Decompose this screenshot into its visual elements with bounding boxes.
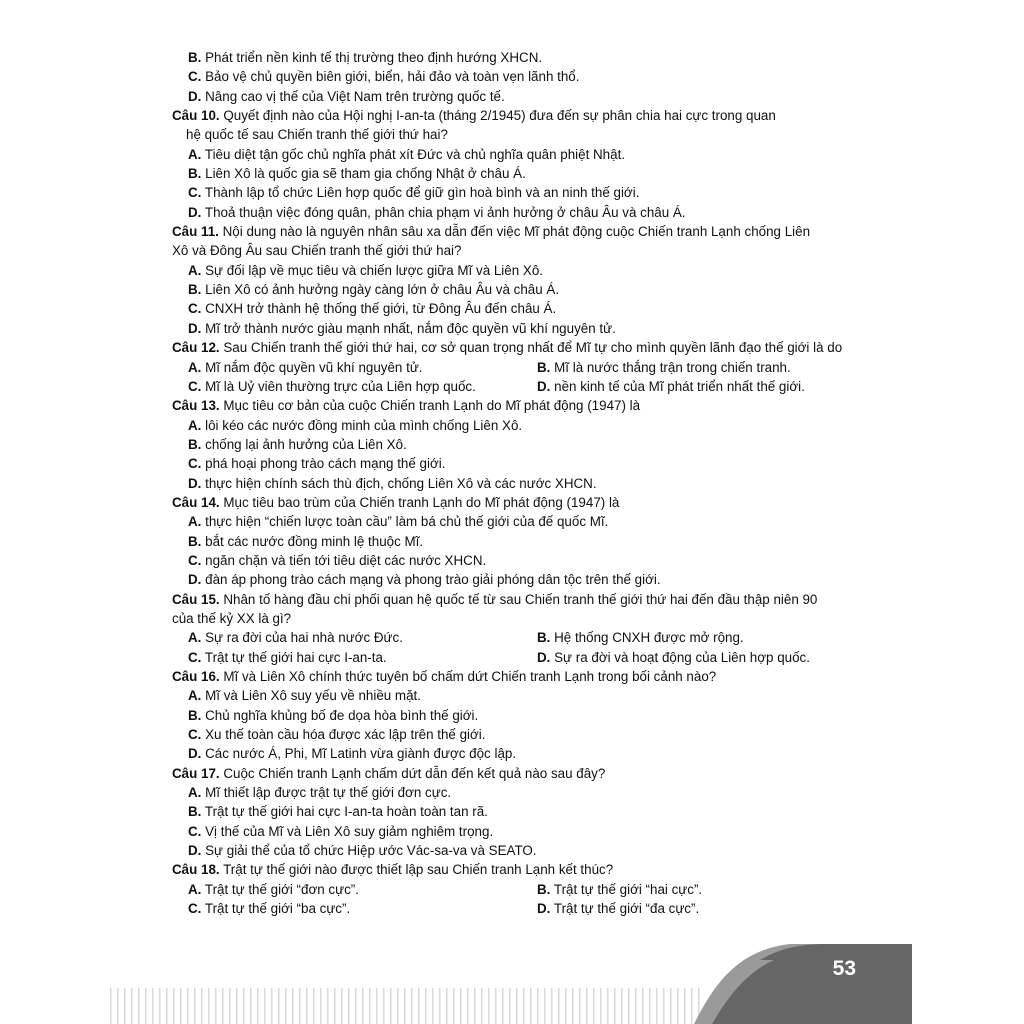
footer-stripe: [404, 988, 406, 1024]
option-text: Mĩ trở thành nước giàu mạnh nhất, nắm độc quyền vũ khí nguyên tử.: [201, 320, 616, 336]
option-text: Hệ thống CNXH được mở rộng.: [550, 630, 744, 646]
option-text: Trật tự thế giới “đa cực”.: [550, 901, 700, 917]
question-text: Sau Chiến tranh thế giới thứ hai, cơ sở quan trọng nhất để Mĩ tự cho mình quyền lãnh đạo thế giới là do: [219, 340, 843, 356]
footer-stripe: [334, 988, 336, 1024]
footer-stripe: [166, 988, 168, 1024]
page-number: 53: [832, 957, 856, 980]
answer-option: [172, 319, 862, 338]
footer-stripe: [439, 988, 441, 1024]
answer-option: [172, 203, 862, 222]
answer-option-row: [172, 880, 862, 899]
option-label: D.: [537, 649, 551, 665]
option-label: A.: [188, 785, 202, 801]
footer-stripe: [397, 988, 399, 1024]
question-continuation: [172, 241, 862, 260]
option-label: D.: [188, 843, 202, 859]
option-label: D.: [188, 475, 202, 491]
answer-option: [537, 880, 702, 899]
question-text: Mục tiêu cơ bản của cuộc Chiến tranh Lạnh do Mĩ phát động (1947) là: [219, 398, 641, 414]
option-text: Thoả thuận việc đóng quân, phân chia phạm vi ảnh hưởng ở châu Âu và châu Á.: [201, 204, 686, 220]
answer-option: [172, 261, 862, 280]
footer-stripe: [215, 988, 217, 1024]
option-label: A.: [188, 417, 202, 433]
answer-option: [172, 299, 862, 318]
answer-option: [172, 783, 862, 802]
option-text: CNXH trở thành hệ thống thế giới, từ Đông Âu đến châu Á.: [201, 301, 557, 317]
option-text: Các nước Á, Phi, Mĩ Latinh vừa giành được độc lập.: [201, 746, 517, 762]
answer-option: [172, 551, 862, 570]
question-line: [172, 396, 862, 415]
question-text: Nhân tố hàng đầu chi phối quan hệ quốc tế từ sau Chiến tranh thế giới thứ hai đến đầu thập niên 90: [219, 591, 818, 607]
footer-stripe: [152, 988, 154, 1024]
question-number: Câu 13.: [172, 398, 220, 414]
answer-option: [537, 899, 699, 918]
footer-stripe: [523, 988, 525, 1024]
footer-stripe: [348, 988, 350, 1024]
question-continuation: [172, 125, 862, 144]
question-number: Câu 11.: [172, 224, 219, 240]
option-label: B.: [537, 881, 551, 897]
footer-stripe: [411, 988, 413, 1024]
option-text: Trật tự thế giới “hai cực”.: [550, 881, 703, 897]
option-label: B.: [188, 166, 202, 182]
footer-stripe: [684, 988, 686, 1024]
question-line: [172, 590, 862, 609]
question-continuation: [172, 609, 862, 628]
footer-stripe: [502, 988, 504, 1024]
footer-stripe: [586, 988, 588, 1024]
question-line: [172, 860, 862, 879]
option-label: C.: [188, 649, 202, 665]
footer-stripe: [481, 988, 483, 1024]
option-text: Sự giải thể của tổ chức Hiệp ước Vác-sa-va và SEATO.: [201, 843, 537, 859]
answer-option: [172, 416, 862, 435]
footer-stripe: [446, 988, 448, 1024]
footer-stripe: [341, 988, 343, 1024]
question-number: Câu 12.: [172, 340, 220, 356]
answer-option: [172, 67, 862, 86]
question-line: [172, 667, 862, 686]
option-text: Mĩ và Liên Xô suy yếu về nhiều mặt.: [201, 688, 421, 704]
footer-stripe: [474, 988, 476, 1024]
footer-stripe: [376, 988, 378, 1024]
answer-option: [172, 145, 862, 164]
option-text: Mĩ là nước thắng trận trong chiến tranh.: [550, 359, 791, 375]
footer-stripe: [558, 988, 560, 1024]
footer-stripe: [131, 988, 133, 1024]
footer-stripe: [180, 988, 182, 1024]
option-text: đàn áp phong trào cách mạng và phong trào giải phóng dân tộc trên thế giới.: [201, 572, 661, 588]
footer-stripe: [544, 988, 546, 1024]
answer-option: [188, 899, 537, 918]
footer-stripe: [355, 988, 357, 1024]
option-label: C.: [188, 727, 202, 743]
option-text: nền kinh tế của Mĩ phát triển nhất thế giới.: [550, 378, 805, 394]
option-text: thực hiện chính sách thù địch, chống Liên Xô và các nước XHCN.: [201, 475, 597, 491]
footer-stripe: [663, 988, 665, 1024]
option-label: D.: [188, 88, 202, 104]
footer-stripe: [271, 988, 273, 1024]
option-text: Sự ra đời của hai nhà nước Đức.: [201, 630, 403, 646]
footer-stripe: [425, 988, 427, 1024]
footer-stripe: [614, 988, 616, 1024]
footer-stripe: [124, 988, 126, 1024]
footer-stripe: [691, 988, 693, 1024]
answer-option: [172, 48, 862, 67]
option-label: D.: [188, 572, 202, 588]
option-label: B.: [188, 50, 202, 65]
footer-stripe: [257, 988, 259, 1024]
footer-stripe: [236, 988, 238, 1024]
footer-stripe: [327, 988, 329, 1024]
footer-stripe: [642, 988, 644, 1024]
option-text: Bảo vệ chủ quyền biên giới, biển, hải đảo và toàn vẹn lãnh thổ.: [201, 69, 580, 85]
answer-option: [172, 802, 862, 821]
answer-option: [188, 648, 537, 667]
answer-option: [188, 377, 537, 396]
option-text: Trật tự thế giới hai cực I-an-ta hoàn toàn tan rã.: [201, 804, 488, 820]
footer-stripe: [110, 988, 112, 1024]
footer-tab-dark: [712, 950, 912, 1024]
footer-stripe: [579, 988, 581, 1024]
footer-stripe: [572, 988, 574, 1024]
question-text: Nội dung nào là nguyên nhân sâu xa dẫn đến việc Mĩ phát động cuộc Chiến tranh Lạnh chống Liên: [218, 224, 811, 240]
option-label: A.: [188, 359, 202, 375]
footer-stripe: [201, 988, 203, 1024]
footer-stripes: [110, 988, 700, 1024]
footer-stripe: [600, 988, 602, 1024]
option-label: A.: [188, 688, 202, 704]
footer-stripe: [418, 988, 420, 1024]
option-label: A.: [188, 881, 202, 897]
option-label: C.: [188, 301, 202, 317]
question-text: Mục tiêu bao trùm của Chiến tranh Lạnh do Mĩ phát động (1947) là: [219, 494, 620, 510]
option-text: Liên Xô là quốc gia sẽ tham gia chống Nhật ở châu Á.: [201, 166, 526, 182]
option-text: Mĩ nắm độc quyền vũ khí nguyên tử.: [201, 359, 423, 375]
footer-stripe: [229, 988, 231, 1024]
footer-stripe: [299, 988, 301, 1024]
answer-option: [172, 532, 862, 551]
option-label: D.: [537, 901, 551, 917]
option-text: Chủ nghĩa khủng bố đe dọa hòa bình thế giới.: [201, 707, 479, 723]
answer-option: [188, 358, 537, 377]
option-label: B.: [188, 282, 202, 298]
answer-option-row: [172, 899, 862, 918]
option-label: A.: [188, 262, 202, 278]
answer-option: [537, 377, 805, 396]
question-text: Quyết định nào của Hội nghị I-an-ta (tháng 2/1945) đưa đến sự phân chia hai cực trong quan: [219, 108, 776, 124]
footer-stripe: [292, 988, 294, 1024]
question-text: hệ quốc tế sau Chiến tranh thế giới thứ hai?: [186, 127, 448, 143]
option-label: C.: [188, 823, 202, 839]
answer-option: [172, 87, 862, 106]
answer-option: [172, 454, 862, 473]
option-label: A.: [188, 630, 202, 646]
option-label: D.: [537, 378, 551, 394]
question-list: [172, 48, 862, 918]
option-text: phá hoại phong trào cách mạng thế giới.: [201, 456, 446, 472]
footer-stripe: [488, 988, 490, 1024]
answer-option-row: [172, 628, 862, 647]
question-text: Xô và Đông Âu sau Chiến tranh thế giới thứ hai?: [172, 243, 462, 259]
option-label: A.: [188, 146, 202, 162]
option-text: Liên Xô có ảnh hưởng ngày càng lớn ở châu Âu và châu Á.: [201, 282, 560, 298]
footer-stripe: [264, 988, 266, 1024]
option-text: Phát triển nền kinh tế thị trường theo định hướng XHCN.: [201, 50, 543, 65]
footer-stripe: [222, 988, 224, 1024]
footer-stripe: [453, 988, 455, 1024]
question-number: Câu 10.: [172, 108, 220, 124]
footer-stripe: [145, 988, 147, 1024]
footer-stripe: [159, 988, 161, 1024]
answer-option: [172, 744, 862, 763]
footer-stripe: [635, 988, 637, 1024]
question-line: [172, 493, 862, 512]
footer-stripe: [537, 988, 539, 1024]
question-text: của thế kỷ XX là gì?: [172, 610, 292, 626]
footer-stripe: [306, 988, 308, 1024]
footer-stripe: [369, 988, 371, 1024]
option-label: C.: [188, 901, 202, 917]
question-text: Cuộc Chiến tranh Lạnh chấm dứt dẫn đến kết quả nào sau đây?: [219, 765, 606, 781]
footer-stripe: [509, 988, 511, 1024]
footer-stripe: [187, 988, 189, 1024]
option-label: D.: [188, 204, 202, 220]
option-label: B.: [537, 359, 551, 375]
footer-stripe: [649, 988, 651, 1024]
option-text: Sự đối lập về mục tiêu và chiến lược giữa Mĩ và Liên Xô.: [201, 262, 543, 278]
question-number: Câu 17.: [172, 765, 220, 781]
footer-stripe: [243, 988, 245, 1024]
option-text: Nâng cao vị thế của Việt Nam trên trường quốc tế.: [201, 88, 505, 104]
option-label: A.: [188, 514, 202, 530]
question-text: Mĩ và Liên Xô chính thức tuyên bố chấm dứt Chiến tranh Lạnh trong bối cảnh nào?: [219, 669, 717, 684]
footer-stripe: [194, 988, 196, 1024]
option-text: ngăn chặn và tiến tới tiêu diệt các nước XHCN.: [201, 552, 487, 568]
option-text: bắt các nước đồng minh lệ thuộc Mĩ.: [201, 533, 424, 549]
footer-stripe: [390, 988, 392, 1024]
footer-stripe: [593, 988, 595, 1024]
answer-option-row: [172, 377, 862, 396]
answer-option: [172, 686, 862, 705]
footer-stripe: [530, 988, 532, 1024]
option-label: C.: [188, 456, 202, 472]
option-text: Tiêu diệt tận gốc chủ nghĩa phát xít Đức và chủ nghĩa quân phiệt Nhật.: [201, 146, 626, 162]
option-label: C.: [188, 69, 202, 85]
answer-option: [537, 628, 744, 647]
footer-stripe: [495, 988, 497, 1024]
question-number: Câu 15.: [172, 591, 220, 607]
footer-stripe: [285, 988, 287, 1024]
footer-stripe: [320, 988, 322, 1024]
footer-stripe: [628, 988, 630, 1024]
option-text: Vị thế của Mĩ và Liên Xô suy giảm nghiêm trọng.: [201, 823, 494, 839]
option-label: D.: [188, 746, 202, 762]
footer-stripe: [138, 988, 140, 1024]
option-label: B.: [188, 533, 202, 549]
option-text: Trật tự thế giới “ba cực”.: [201, 901, 351, 917]
answer-option: [172, 280, 862, 299]
footer-stripe: [432, 988, 434, 1024]
option-text: chống lại ảnh hưởng của Liên Xô.: [201, 436, 407, 452]
footer-stripe: [656, 988, 658, 1024]
footer-stripe: [173, 988, 175, 1024]
footer-stripe: [677, 988, 679, 1024]
answer-option: [172, 841, 862, 860]
answer-option: [172, 822, 862, 841]
option-text: Sự ra đời và hoạt động của Liên hợp quốc.: [550, 649, 810, 665]
option-label: D.: [188, 320, 202, 336]
answer-option: [172, 435, 862, 454]
footer-stripe: [313, 988, 315, 1024]
answer-option: [172, 706, 862, 725]
option-label: B.: [537, 630, 551, 646]
answer-option: [537, 648, 810, 667]
page-footer-decoration: [0, 940, 1024, 1024]
footer-stripe: [467, 988, 469, 1024]
answer-option: [172, 474, 862, 493]
footer-stripe: [117, 988, 119, 1024]
footer-stripe: [551, 988, 553, 1024]
answer-option-row: [172, 358, 862, 377]
question-number: Câu 16.: [172, 669, 220, 684]
footer-stripe: [607, 988, 609, 1024]
option-label: B.: [188, 804, 202, 820]
footer-stripe: [621, 988, 623, 1024]
answer-option: [188, 880, 537, 899]
option-text: thực hiện “chiến lược toàn cầu” làm bá chủ thế giới của đế quốc Mĩ.: [201, 514, 609, 530]
answer-option: [172, 512, 862, 531]
option-label: B.: [188, 436, 202, 452]
question-line: [172, 338, 862, 357]
option-label: B.: [188, 707, 202, 723]
answer-option: [188, 628, 537, 647]
answer-option-row: [172, 648, 862, 667]
question-line: [172, 106, 862, 125]
footer-stripe: [565, 988, 567, 1024]
footer-stripe: [208, 988, 210, 1024]
answer-option: [172, 570, 862, 589]
option-text: Thành lập tổ chức Liên hợp quốc để giữ gìn hoà bình và an ninh thế giới.: [201, 185, 640, 201]
option-label: C.: [188, 552, 202, 568]
option-text: Mĩ thiết lập được trật tự thế giới đơn cực.: [201, 785, 452, 801]
question-text: Trật tự thế giới nào được thiết lập sau Chiến tranh Lạnh kết thúc?: [219, 862, 614, 878]
footer-stripe: [250, 988, 252, 1024]
option-text: Xu thế toàn cầu hóa được xác lập trên thế giới.: [201, 727, 486, 743]
footer-stripe: [383, 988, 385, 1024]
option-label: C.: [188, 185, 202, 201]
option-text: Mĩ là Uỷ viên thường trực của Liên hợp quốc.: [201, 378, 476, 394]
answer-option: [172, 725, 862, 744]
option-label: C.: [188, 378, 202, 394]
question-number: Câu 18.: [172, 862, 220, 878]
question-number: Câu 14.: [172, 494, 220, 510]
footer-stripe: [362, 988, 364, 1024]
footer-stripe: [278, 988, 280, 1024]
footer-stripe: [460, 988, 462, 1024]
answer-option: [172, 164, 862, 183]
option-text: Trật tự thế giới “đơn cực”.: [201, 881, 359, 897]
footer-stripe: [670, 988, 672, 1024]
option-text: Trật tự thế giới hai cực I-an-ta.: [201, 649, 387, 665]
footer-stripe: [516, 988, 518, 1024]
option-text: lôi kéo các nước đồng minh của mình chống Liên Xô.: [201, 417, 523, 433]
question-line: [172, 222, 862, 241]
question-line: [172, 764, 862, 783]
answer-option: [172, 183, 862, 202]
answer-option: [537, 358, 791, 377]
